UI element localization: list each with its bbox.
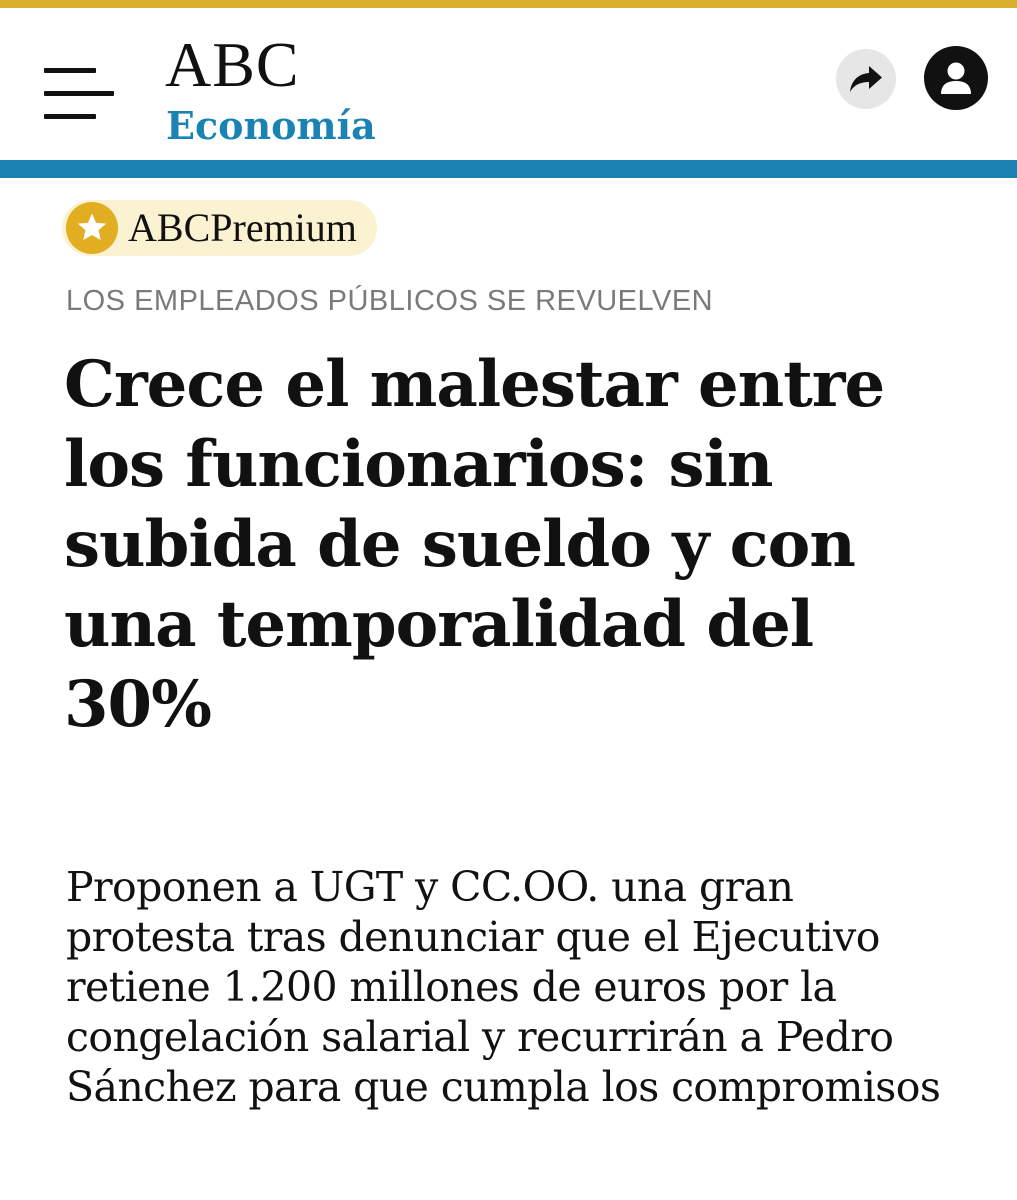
top-accent-stripe bbox=[0, 0, 1017, 8]
premium-label bbox=[128, 206, 357, 250]
article-kicker: LOS EMPLEADOS PÚBLICOS SE REVUELVEN bbox=[66, 285, 714, 317]
article-subheadline: Proponen a UGT y CC.OO. una gran protesta tras denunciar que el Ejecutivo retiene 1.200 millones de euros por la congelación salarial y recurrirán a Pedro Sánchez para que cumpla los compromisos bbox=[66, 863, 941, 1111]
user-account-icon bbox=[936, 58, 976, 98]
star-icon bbox=[66, 202, 118, 254]
article-headline: Crece el malestar entre los funcionarios: sin subida de sueldo y con una temporalidad del 30% bbox=[64, 347, 885, 742]
share-button[interactable] bbox=[836, 49, 896, 109]
premium-brand-text: ABC bbox=[128, 205, 211, 250]
premium-word-text: Premium bbox=[210, 205, 357, 250]
user-account-button[interactable] bbox=[924, 46, 988, 110]
site-header bbox=[0, 8, 1017, 160]
section-color-bar bbox=[0, 160, 1017, 178]
hamburger-menu-icon[interactable] bbox=[44, 68, 116, 124]
premium-badge[interactable] bbox=[62, 200, 377, 256]
section-title[interactable]: Economía bbox=[166, 103, 376, 148]
site-logo[interactable]: ABC bbox=[165, 29, 300, 100]
share-arrow-icon bbox=[849, 64, 883, 94]
